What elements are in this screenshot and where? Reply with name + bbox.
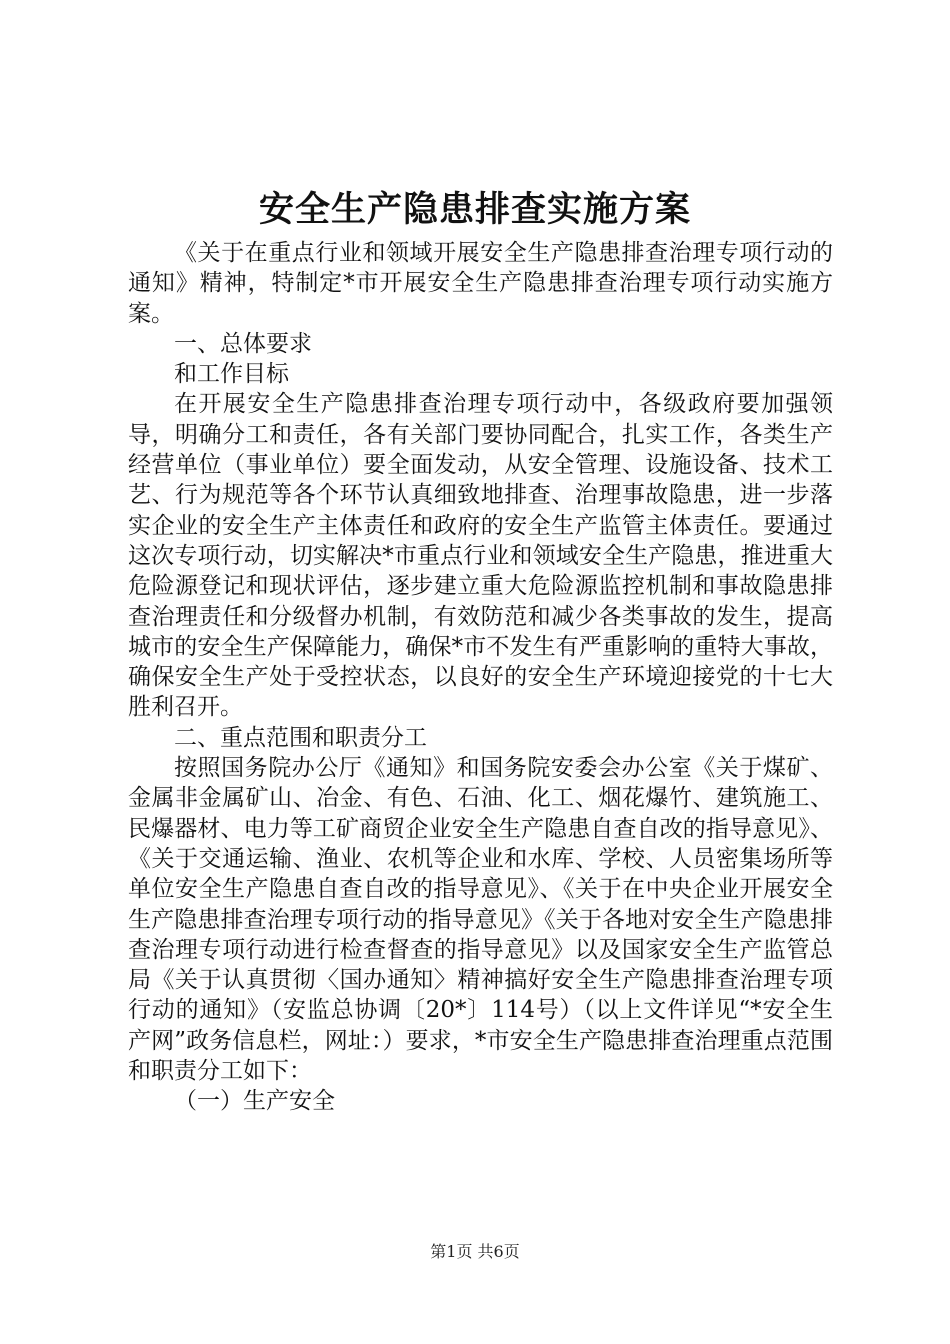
section-heading-2: 二、重点范围和职责分工 — [174, 724, 427, 751]
document-body — [128, 238, 833, 1117]
scope-paragraph: 按照国务院办公厅《通知》和国务院安委会办公室《关于煤矿、金属非金属矿山、冶金、有色、石油、化工、烟花爆竹、建筑施工、民爆器材、电力等工矿商贸企业安全生产隐患自查自改的指导意见》、《关于交通运输、渔业、农机等企业和水库、学校、人员密集场所等单位安全生产隐患自查自改的指导意见》、《关于在中央企业开展安全生产隐患排查治理专项行动的指导意见》《关于各地对安全生产隐患排查治理专项行动进行检查督查的指导意见》以及国家安全生产监管总局《关于认真贯彻〈国办通知〉精神搞好安全生产隐患排查治理专项行动的通知》（安监总协调〔20*〕114号）（以上文件详见“*安全生产网”政务信息栏，网址：）要求，*市安全生产隐患排查治理重点范围和职责分工如下： — [128, 755, 833, 1085]
intro-paragraph: 《关于在重点行业和领域开展安全生产隐患排查治理专项行动的通知》精神，特制定*市开展安全生产隐患排查治理专项行动实施方案。 — [128, 240, 833, 327]
document-title: 安全生产隐患排查实施方案 — [258, 189, 691, 230]
section-heading-1-continued: 和工作目标 — [174, 361, 289, 388]
section-heading-1: 一、总体要求 — [174, 330, 312, 357]
page-footer: 第1页 共6页 — [430, 1242, 520, 1261]
subsection-heading-1: （一）生产安全 — [174, 1088, 335, 1115]
goals-paragraph: 在开展安全生产隐患排查治理专项行动中，各级政府要加强领导，明确分工和责任，各有关部门要协同配合，扎实工作，各类生产经营单位（事业单位）要全面发动，从安全管理、设施设备、技术工艺、行为规范等各个环节认真细致地排查、治理事故隐患，进一步落实企业的安全生产主体责任和政府的安全生产监管主体责任。要通过这次专项行动，切实解决*市重点行业和领域安全生产隐患，推进重大危险源登记和现状评估，逐步建立重大危险源监控机制和事故隐患排查治理责任和分级督办机制，有效防范和减少各类事故的发生，提高城市的安全生产保障能力，确保*市不发生有严重影响的重特大事故，确保安全生产处于受控状态，以良好的安全生产环境迎接党的十七大胜利召开。 — [128, 391, 833, 721]
